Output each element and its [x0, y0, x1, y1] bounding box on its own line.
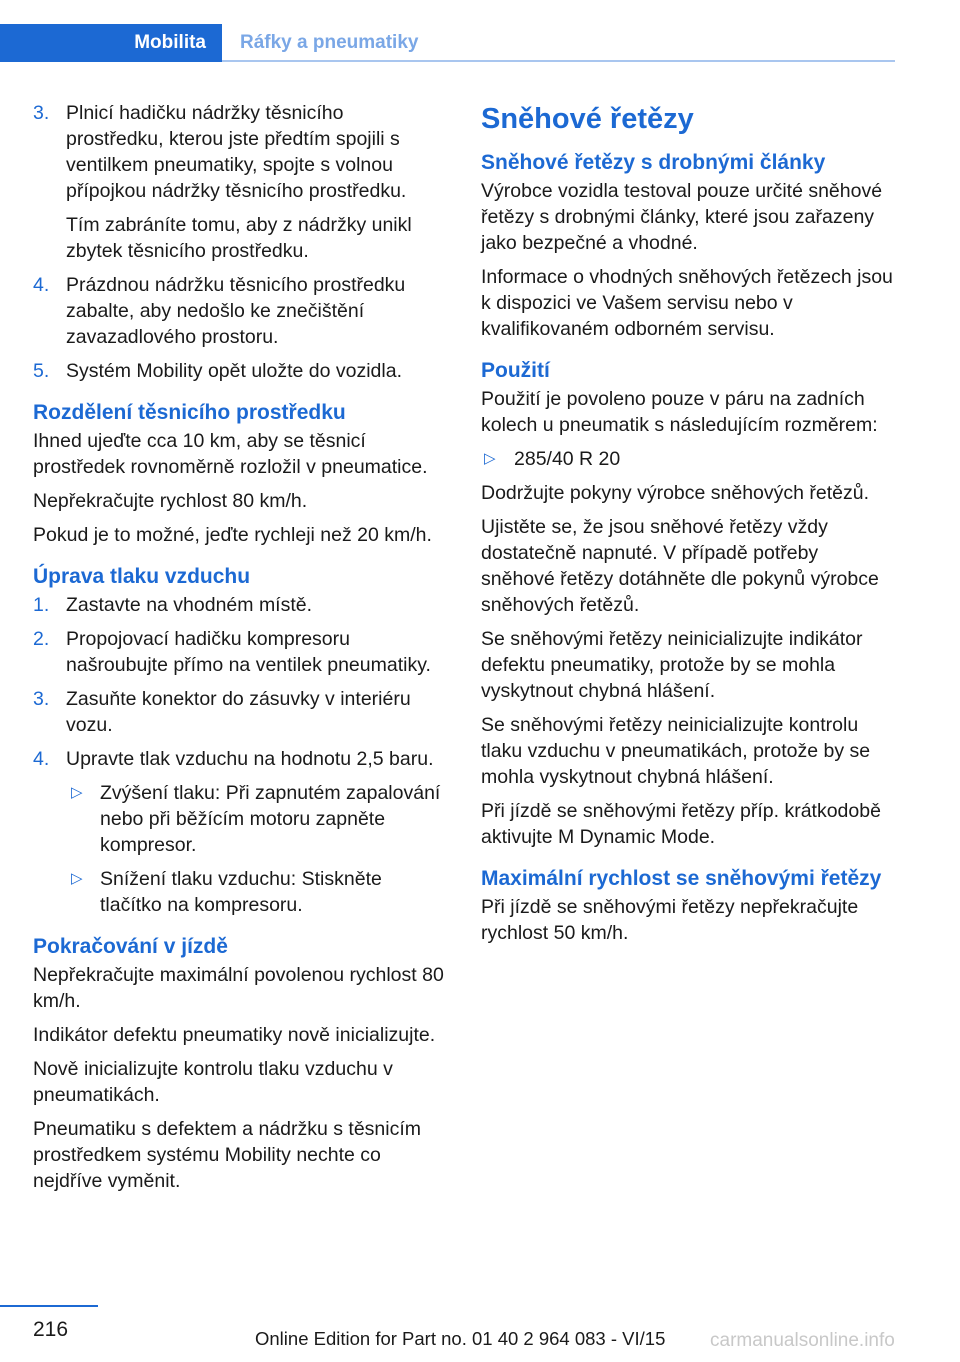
paragraph: Indikátor defektu pneumatiky nově inicializujte. [33, 1024, 436, 1046]
paragraph: Při jízdě se sněhovými řetězy příp. krátkodobě aktivujte M Dynamic Mode. [481, 800, 881, 848]
paragraph: Dodržujte pokyny výrobce sněhových řetězů. [481, 482, 870, 504]
section-heading: Maximální rychlost se sněhovými řetězy [481, 867, 882, 890]
paragraph: Informace o vhodných sněhových řetězech jsou k dispozici ve Vašem servisu nebo v kvalifikovaném odborném servisu. [481, 266, 893, 340]
paragraph: Se sněhovými řetězy neinicializujte indikátor defektu pneumatiky, protože by se mohla vyskytnout chybná hlášení. [481, 628, 863, 702]
sub-list-item [66, 780, 445, 858]
paragraph: Nově inicializujte kontrolu tlaku vzduchu v pneumatikách. [33, 1058, 393, 1106]
list-text: Plnicí hadičku nádržky těsnicího prostředku, kterou jste předtím spojili s ventilkem pneumatiky, spojte s volnou přípojkou nádržky těsnicího prostředku. [66, 102, 407, 202]
list-number: 2. [33, 628, 50, 650]
section-heading: Rozdělení těsnicího prostředku [33, 401, 346, 424]
page-number: 216 [33, 1318, 69, 1341]
list-item [33, 592, 445, 618]
right-column [481, 100, 895, 954]
bullet-item [481, 446, 895, 472]
paragraph: Ujistěte se, že jsou sněhové řetězy vždy dostatečně napnuté. V případě potřeby sněhové řetězy dotáhněte dle pokynů výrobce sněhových řetězů. [481, 516, 879, 616]
list-number: 3. [33, 102, 50, 124]
paragraph: Ihned ujeďte cca 10 km, aby se těsnicí prostředek rovnoměrně rozložil v pneumatice. [33, 430, 428, 478]
page-header [0, 0, 960, 62]
list-item [33, 746, 445, 918]
list-item [33, 358, 445, 384]
list-text: Zastavte na vhodném místě. [66, 594, 313, 616]
list-item [33, 100, 445, 264]
sub-list-item [66, 866, 445, 918]
paragraph: Se sněhovými řetězy neinicializujte kontrolu tlaku vzduchu v pneumatikách, protože by se mohla vyskytnout chybná hlášení. [481, 714, 871, 788]
list-text: Prázdnou nádržku těsnicího prostředku zabalte, aby nedošlo ke znečištění zavazadlového prostoru. [66, 274, 406, 348]
list-item [33, 272, 445, 350]
chapter-tab-mobilita[interactable]: Mobilita [0, 24, 222, 62]
edition-note: Online Edition for Part no. 01 40 2 964 083 - VI/15 [255, 1328, 666, 1349]
section-heading: Pokračování v jízdě [33, 935, 228, 958]
list-text: Tím zabráníte tomu, aby z nádržky unikl zbytek těsnicího prostředku. [66, 214, 412, 262]
left-column [33, 100, 445, 1202]
section-heading: Sněhové řetězy s drobnými články [481, 151, 826, 174]
triangle-bullet-icon: ▷ [484, 450, 496, 467]
list-text: Upravte tlak vzduchu na hodnotu 2,5 baru. [66, 748, 434, 770]
list-item [33, 626, 445, 678]
section-heading: Použití [481, 359, 550, 382]
list-text: Propojovací hadičku kompresoru našroubujte přímo na ventilek pneumatiky. [66, 628, 431, 676]
header-divider [222, 60, 895, 62]
paragraph: Nepřekračujte maximální povolenou rychlost 80 km/h. [33, 964, 444, 1012]
paragraph: Pokud je to možné, jeďte rychleji než 20 km/h. [33, 524, 432, 546]
paragraph: Použití je povoleno pouze v páru na zadních kolech u pneumatik s následujícím rozměrem: [481, 388, 878, 436]
footer-divider [0, 1305, 98, 1307]
paragraph: Při jízdě se sněhovými řetězy nepřekračujte rychlost 50 km/h. [481, 896, 859, 944]
list-text: Zasuňte konektor do zásuvky v interiéru vozu. [66, 688, 411, 736]
bullet-text: 285/40 R 20 [514, 448, 621, 470]
sub-list-text: Zvýšení tlaku: Při zapnutém zapalování nebo při běžícím motoru zapněte kompresor. [100, 782, 441, 856]
section-heading: Úprava tlaku vzduchu [33, 565, 251, 588]
list-number: 3. [33, 688, 50, 710]
watermark: carmanualsonline.info [710, 1330, 895, 1351]
list-text: Systém Mobility opět uložte do vozidla. [66, 360, 402, 382]
triangle-bullet-icon: ▷ [71, 784, 83, 801]
chapter-title: Sněhové řetězy [481, 103, 694, 135]
paragraph: Nepřekračujte rychlost 80 km/h. [33, 490, 308, 512]
list-number: 5. [33, 360, 50, 382]
paragraph: Pneumatiku s defektem a nádržku s těsnicím prostředkem systému Mobility nechte co nejdříve vyměnit. [33, 1118, 422, 1192]
list-item [33, 686, 445, 738]
triangle-bullet-icon: ▷ [71, 870, 83, 887]
paragraph: Výrobce vozidla testoval pouze určité sněhové řetězy s drobnými články, které jsou zařazeny jako bezpečné a vhodné. [481, 180, 883, 254]
section-tab-rafky-a-pneumatiky[interactable]: Ráfky a pneumatiky [240, 32, 419, 53]
list-number: 4. [33, 748, 50, 770]
list-number: 1. [33, 594, 50, 616]
list-number: 4. [33, 274, 50, 296]
sub-list-text: Snížení tlaku vzduchu: Stiskněte tlačítko na kompresoru. [100, 868, 382, 916]
